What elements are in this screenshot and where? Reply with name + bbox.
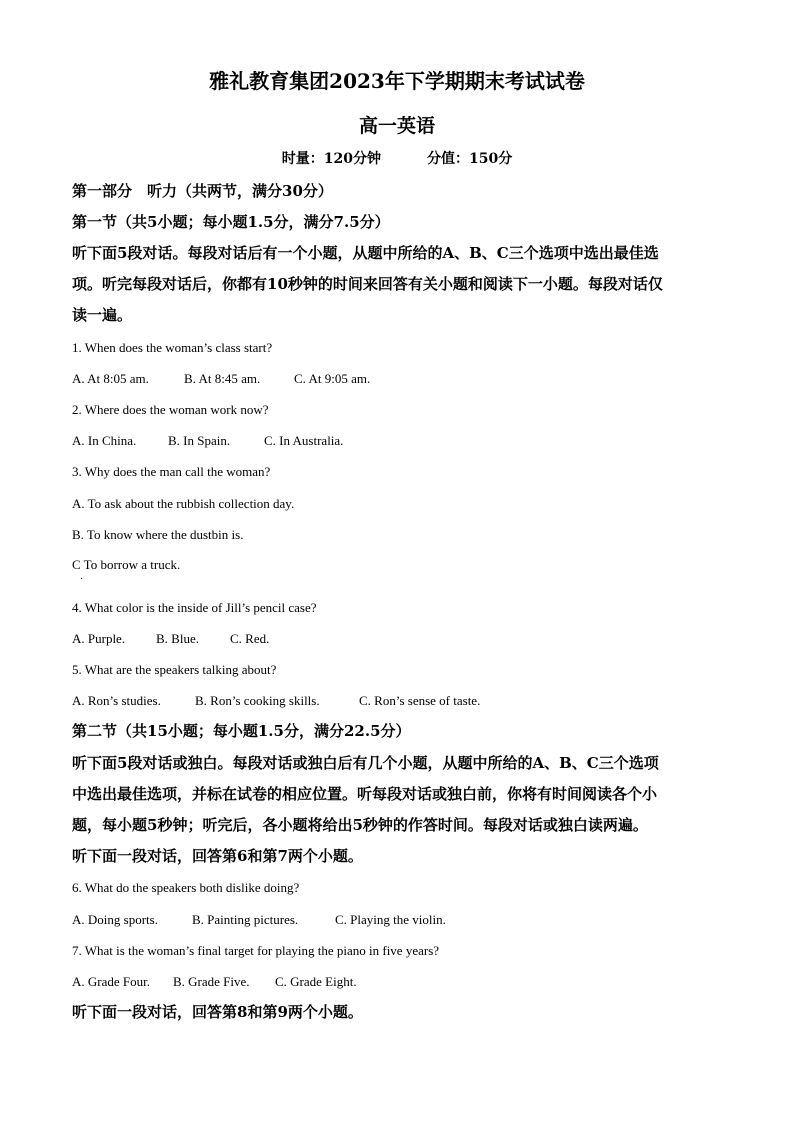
section2-instruction-line: 题，每小题5秒钟；听完后，各小题将给出5秒钟的作答时间。每段对话或独白读两遍。 [72, 816, 648, 834]
question-7-options [72, 973, 357, 991]
section1-heading: 第一节（共5小题；每小题1.5分，满分7.5分） [72, 213, 390, 231]
option-b[interactable]: B. To know where the dustbin is. [72, 527, 244, 542]
question-4-options [72, 630, 269, 648]
total-score: 分值：150分 [427, 151, 513, 167]
question-1-options [72, 370, 370, 388]
option-a[interactable]: A. To ask about the rubbish collection day. [72, 496, 295, 511]
option-c[interactable]: C. Red. [230, 631, 270, 646]
group-instruction: 听下面一段对话，回答第6和第7两个小题。 [72, 847, 363, 865]
option-a[interactable]: A. Doing sports. [72, 912, 158, 927]
option-c[interactable]: C. In Australia. [264, 433, 344, 448]
section1-instruction-line: 项。听完每段对话后，你都有10秒钟的时间来回答有关小题和阅读下一小题。每段对话仅 [72, 275, 663, 293]
exam-meta [0, 148, 794, 170]
section2-instruction-line: 听下面5段对话或独白。每段对话或独白后有几个小题，从题中所给的A、B、C三个选项 [72, 754, 659, 772]
option-a[interactable]: A. In China. [72, 433, 137, 448]
time-limit: 时量：120分钟 [281, 151, 381, 167]
question-6-options [72, 911, 446, 929]
question-1: 1. When does the woman’s class start? [72, 340, 273, 355]
stray-dot: · [80, 574, 84, 585]
group-instruction: 听下面一段对话，回答第8和第9两个小题。 [72, 1003, 363, 1021]
option-b[interactable]: B. Painting pictures. [192, 912, 299, 927]
subject-title: 高一英语 [358, 115, 435, 137]
option-c[interactable]: C. Ron’s sense of taste. [359, 693, 481, 708]
exam-title: 雅礼教育集团2023年下学期期末考试试卷 [209, 69, 585, 93]
option-b[interactable]: B. Blue. [156, 631, 199, 646]
option-c[interactable]: C To borrow a truck. [72, 557, 181, 572]
option-b[interactable]: B. In Spain. [168, 433, 231, 448]
question-3: 3. Why does the man call the woman? [72, 464, 271, 479]
section2-heading: 第二节（共15小题；每小题1.5分，满分22.5分） [72, 722, 411, 740]
question-5-options [72, 692, 480, 710]
section1-instruction-line: 听下面5段对话。每段对话后有一个小题，从题中所给的A、B、C三个选项中选出最佳选 [72, 244, 659, 262]
section1-instruction-line: 读一遍。 [72, 306, 133, 324]
option-a[interactable]: A. Purple. [72, 631, 126, 646]
question-4: 4. What color is the inside of Jill’s pencil case? [72, 600, 317, 615]
option-a[interactable]: A. Grade Four. [72, 974, 150, 989]
part1-heading: 第一部分 听力（共两节，满分30分） [72, 182, 333, 200]
option-c[interactable]: C. Grade Eight. [275, 974, 357, 989]
question-5: 5. What are the speakers talking about? [72, 662, 277, 677]
question-2: 2. Where does the woman work now? [72, 402, 269, 417]
option-a[interactable]: A. At 8:05 am. [72, 371, 149, 386]
option-b[interactable]: B. Ron’s cooking skills. [195, 693, 320, 708]
question-2-options [72, 432, 343, 450]
option-c[interactable]: C. Playing the violin. [335, 912, 446, 927]
question-6: 6. What do the speakers both dislike doing? [72, 880, 300, 895]
option-b[interactable]: B. Grade Five. [173, 974, 250, 989]
option-b[interactable]: B. At 8:45 am. [184, 371, 261, 386]
option-a[interactable]: A. Ron’s studies. [72, 693, 161, 708]
section2-instruction-line: 中选出最佳选项，并标在试卷的相应位置。听每段对话或独白前，你将有时间阅读各个小 [72, 785, 658, 803]
option-c[interactable]: C. At 9:05 am. [294, 371, 371, 386]
question-7: 7. What is the woman’s final target for playing the piano in five years? [72, 943, 440, 958]
